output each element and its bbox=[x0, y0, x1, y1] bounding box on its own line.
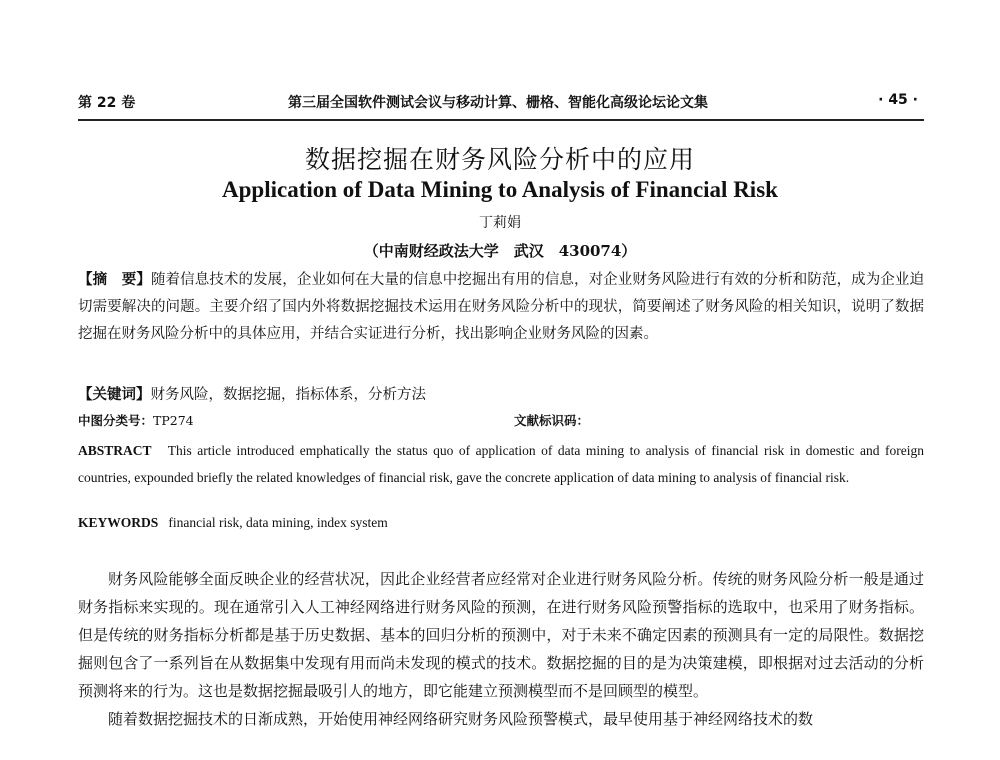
abstract-cn-text: 随着信息技术的发展，企业如何在大量的信息中挖掘出有用的信息，对企业财务风险进行有效的分析和防范，成为企业迫切需要解决的问题。主要介绍了国内外将数据挖掘技术运用在财务风险分析中的现状，简要阐述了财务风险的相关知识，说明了数据挖掘在财务风险分析中的具体应用，并结合实证进行分析，找出影响企业财务风险的因素。 bbox=[78, 272, 925, 342]
author-name: 丁莉娟 bbox=[479, 215, 521, 231]
document-code-label: 文献标识码： bbox=[514, 413, 590, 428]
header-rule bbox=[78, 119, 924, 121]
keywords-chinese bbox=[78, 383, 924, 404]
title-chinese: 数据挖掘在财务风险分析中的应用 bbox=[304, 145, 695, 174]
abstract-chinese bbox=[78, 266, 924, 348]
body-paragraph-2: 随着数据挖掘技术的日渐成熟，开始使用神经网络研究财务风险预警模式，最早使用基于神经网络技术的数 bbox=[108, 710, 814, 728]
classification-line bbox=[78, 411, 924, 431]
body-text bbox=[78, 565, 924, 733]
page-number: · 45 · bbox=[878, 92, 918, 108]
abstract-en-text: This article introduced emphatically the status quo of application of data mining to analysis of financial risk in domestic and foreign countries, expounded briefly the related knowledges of financial risk, gave the concrete application of data mining to analysis of financial risk. bbox=[78, 443, 924, 485]
keywords-en-text: financial risk, data mining, index system bbox=[168, 515, 388, 530]
conference-title: 第三届全国软件测试会议与移动计算、栅格、智能化高级论坛论文集 bbox=[288, 95, 708, 111]
author-affiliation: （中南财经政法大学 武汉 430074） bbox=[363, 242, 637, 260]
title-english: Application of Data Mining to Analysis of Financial Risk bbox=[222, 177, 778, 202]
keywords-cn-text: 财务风险，数据挖掘，指标体系，分析方法 bbox=[150, 387, 426, 403]
clc-number bbox=[78, 411, 194, 429]
abstract-english bbox=[78, 437, 924, 491]
clc-label: 中图分类号： bbox=[78, 413, 154, 428]
body-paragraph-1: 财务风险能够全面反映企业的经营状况，因此企业经营者应经常对企业进行财务风险分析。传统的财务风险分析一般是通过财务指标来实现的。现在通常引入人工神经网络进行财务风险的预测，在进行财务风险预警指标的选取中，也采用了财务指标。但是传统的财务指标分析都是基于历史数据、基本的回归分析的预测中，对于未来不确定因素的预测具有一定的局限性。数据挖掘则包含了一系列旨在从数据集中发现有用而尚未发现的模式的技术。数据挖掘的目的是为决策建模，即根据对过去活动的分析预测将来的行为。这也是数据挖掘最吸引人的地方，即它能建立预测模型而不是回顾型的模型。 bbox=[78, 570, 924, 700]
keywords-en-label: KEYWORDS bbox=[78, 515, 159, 530]
clc-value: TP274 bbox=[153, 413, 194, 428]
running-header bbox=[78, 92, 918, 116]
keywords-cn-label: 【关键词】 bbox=[78, 386, 151, 403]
keywords-english bbox=[78, 515, 924, 531]
abstract-en-label: ABSTRACT bbox=[78, 443, 152, 458]
volume-label: 第 22 卷 bbox=[78, 95, 136, 111]
abstract-cn-label: 【摘 要】 bbox=[78, 271, 151, 288]
